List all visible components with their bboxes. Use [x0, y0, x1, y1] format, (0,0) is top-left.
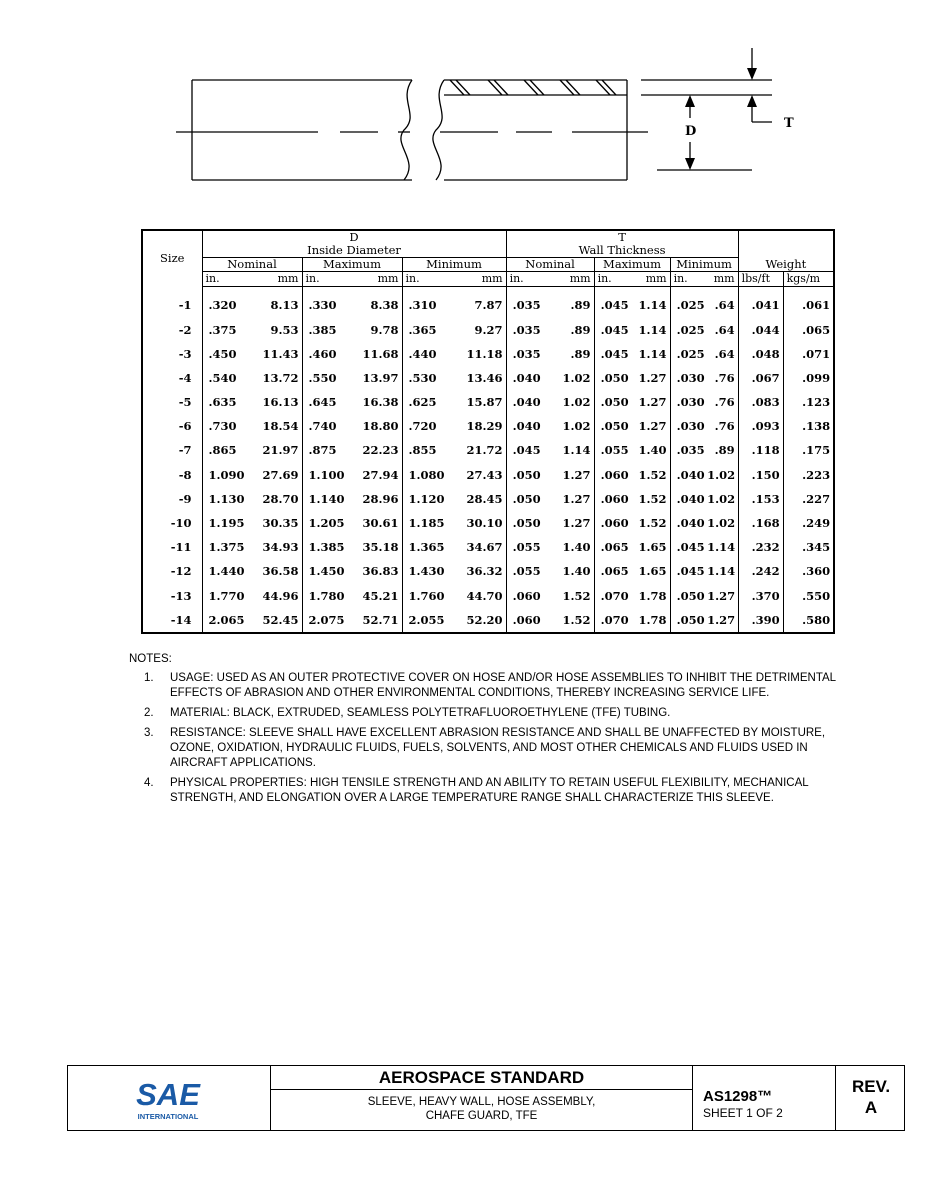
weight-kgs-m-cell: .071 [783, 342, 834, 366]
d-nominal-in-cell: 1.130 [202, 487, 252, 511]
weight-kgs-m-cell: .227 [783, 487, 834, 511]
t-min-in-cell: .030 [670, 366, 704, 390]
d-max-mm-cell: 13.97 [362, 370, 399, 385]
t-max-in-cell: .045 [594, 342, 632, 366]
t-min-in-cell: .050 [670, 584, 704, 608]
size-cell: -8 [178, 467, 192, 482]
d-min-mm-cell: 30.10 [466, 516, 503, 531]
d-min-in-cell: 1.365 [402, 535, 452, 559]
sleeve-drawing [0, 0, 950, 200]
weight-kgs-m-cell: .360 [783, 559, 834, 583]
t-nominal-in-cell: .055 [506, 559, 550, 583]
d-nominal-mm-cell: 13.72 [262, 370, 299, 385]
d-max-mm-cell: 45.21 [362, 588, 399, 603]
t-max-in-cell: .070 [594, 584, 632, 608]
d-min-in-cell: .310 [402, 287, 452, 318]
d-max-in-cell: 1.205 [302, 511, 352, 535]
d-nominal-in-cell: .375 [202, 317, 252, 341]
t-max-mm-cell: 1.14 [638, 298, 667, 313]
d-nominal-mm-cell: 8.13 [270, 298, 299, 313]
unit-mm: mm [704, 272, 738, 287]
unit-lbs-per-ft: lbs/ft [738, 272, 783, 287]
d-nominal-mm-cell: 52.45 [262, 612, 299, 627]
d-min-in-cell: 1.080 [402, 463, 452, 487]
d-nominal-mm-cell: 30.35 [262, 516, 299, 531]
t-min-in-cell: .045 [670, 559, 704, 583]
t-max-mm-cell: 1.27 [638, 395, 667, 410]
t-max-mm-cell: 1.27 [638, 370, 667, 385]
d-max-mm-cell: 18.80 [362, 419, 399, 434]
t-min-in-cell: .035 [670, 438, 704, 462]
table-row [142, 535, 834, 559]
size-cell: -14 [170, 612, 192, 627]
t-max-in-cell: .050 [594, 390, 632, 414]
d-nominal-header: Nominal [202, 258, 302, 272]
d-nominal-in-cell: .635 [202, 390, 252, 414]
size-cell: -3 [178, 346, 192, 361]
weight-lbs-ft-cell: .048 [738, 342, 783, 366]
weight-kgs-m-cell: .065 [783, 317, 834, 341]
d-label: D [685, 124, 697, 139]
d-max-mm-cell: 22.23 [362, 443, 399, 458]
t-min-mm-cell: .64 [714, 298, 735, 313]
weight-kgs-m-cell: .061 [783, 287, 834, 318]
d-nominal-mm-cell: 18.54 [262, 419, 299, 434]
unit-mm: mm [550, 272, 594, 287]
wall-thickness-label: Wall Thickness [578, 243, 666, 257]
d-max-mm-cell: 28.96 [362, 491, 399, 506]
d-max-mm-cell: 27.94 [362, 467, 399, 482]
document-number: AS1298™ [703, 1088, 773, 1105]
d-nominal-mm-cell: 36.58 [262, 564, 299, 579]
weight-lbs-ft-cell: .150 [738, 463, 783, 487]
t-min-mm-cell: .89 [714, 443, 735, 458]
t-max-mm-cell: 1.52 [638, 516, 667, 531]
t-max-in-cell: .065 [594, 535, 632, 559]
unit-in: in. [670, 272, 704, 287]
weight-lbs-ft-cell: .370 [738, 584, 783, 608]
d-min-mm-cell: 27.43 [466, 467, 503, 482]
t-letter: T [618, 230, 626, 244]
t-max-mm-cell: 1.14 [638, 346, 667, 361]
size-cell: -11 [170, 540, 192, 555]
t-min-in-cell: .025 [670, 342, 704, 366]
t-max-in-cell: .045 [594, 287, 632, 318]
d-min-mm-cell: 52.20 [466, 612, 503, 627]
t-nominal-mm-cell: 1.40 [562, 540, 591, 555]
t-max-in-cell: .045 [594, 317, 632, 341]
table-row [142, 438, 834, 462]
t-min-mm-cell: 1.27 [707, 612, 736, 627]
t-min-in-cell: .025 [670, 317, 704, 341]
t-nominal-in-cell: .040 [506, 366, 550, 390]
t-nominal-mm-cell: 1.02 [562, 395, 591, 410]
t-max-mm-cell: 1.52 [638, 467, 667, 482]
t-min-in-cell: .030 [670, 414, 704, 438]
weight-kgs-m-cell: .223 [783, 463, 834, 487]
d-maximum-header: Maximum [302, 258, 402, 272]
document-number-cell [693, 1066, 836, 1130]
note-text: MATERIAL: BLACK, EXTRUDED, SEAMLESS POLYTETRAFLUOROETHYLENE (TFE) TUBING. [170, 707, 671, 719]
logo-mark: SAE [136, 1077, 200, 1112]
size-cell: -10 [170, 516, 192, 531]
t-min-mm-cell: 1.02 [707, 467, 736, 482]
size-cell: -6 [178, 419, 192, 434]
d-min-in-cell: 1.430 [402, 559, 452, 583]
notes-section [129, 652, 849, 811]
d-nominal-mm-cell: 34.93 [262, 540, 299, 555]
weight-kgs-m-cell: .175 [783, 438, 834, 462]
weight-kgs-m-cell: .550 [783, 584, 834, 608]
t-min-in-cell: .040 [670, 487, 704, 511]
t-nominal-mm-cell: 1.02 [562, 419, 591, 434]
weight-kgs-m-cell: .099 [783, 366, 834, 390]
d-min-in-cell: .365 [402, 317, 452, 341]
t-maximum-header: Maximum [594, 258, 670, 272]
table-row [142, 317, 834, 341]
t-nominal-mm-cell: .89 [570, 346, 591, 361]
table-row [142, 608, 834, 633]
inside-diameter-label: Inside Diameter [307, 243, 401, 257]
t-max-in-cell: .070 [594, 608, 632, 633]
weight-kgs-m-cell: .138 [783, 414, 834, 438]
t-min-in-cell: .030 [670, 390, 704, 414]
t-min-mm-cell: 1.14 [707, 540, 736, 555]
d-min-mm-cell: 9.27 [474, 322, 503, 337]
description-line: CHAFE GUARD, TFE [425, 1110, 538, 1122]
d-min-mm-cell: 34.67 [466, 540, 503, 555]
d-min-in-cell: 2.055 [402, 608, 452, 633]
title-block [67, 1065, 905, 1131]
logo-cell [68, 1066, 271, 1130]
d-max-mm-cell: 52.71 [362, 612, 399, 627]
t-nominal-in-cell: .050 [506, 463, 550, 487]
d-min-in-cell: .855 [402, 438, 452, 462]
note-text: PHYSICAL PROPERTIES: HIGH TENSILE STRENGTH AND AN ABILITY TO RETAIN USEFUL FLEXIBILITY, MECHANICAL STRENGTH, AND ELONGATION OVER A LARGE TEMPERATURE RANGE SHALL CHARACTERIZE THIS SLEEVE. [170, 777, 809, 804]
d-max-in-cell: 1.385 [302, 535, 352, 559]
d-max-in-cell: .740 [302, 414, 352, 438]
notes-title: NOTES: [129, 653, 172, 665]
d-nominal-in-cell: .865 [202, 438, 252, 462]
t-max-in-cell: .050 [594, 414, 632, 438]
d-max-mm-cell: 11.68 [362, 346, 399, 361]
t-max-mm-cell: 1.27 [638, 419, 667, 434]
t-nominal-in-cell: .035 [506, 342, 550, 366]
t-min-mm-cell: .76 [714, 370, 735, 385]
unit-in: in. [506, 272, 550, 287]
d-nominal-in-cell: .540 [202, 366, 252, 390]
t-nominal-header: Nominal [506, 258, 594, 272]
t-nominal-mm-cell: 1.02 [562, 370, 591, 385]
standard-title: AEROSPACE STANDARD [271, 1066, 692, 1090]
note-number: 4. [144, 777, 154, 789]
weight-lbs-ft-cell: .232 [738, 535, 783, 559]
size-cell: -12 [170, 564, 192, 579]
d-max-in-cell: .385 [302, 317, 352, 341]
d-letter: D [349, 230, 359, 244]
t-nominal-mm-cell: 1.40 [562, 564, 591, 579]
wall-thickness-header [506, 230, 738, 258]
d-min-mm-cell: 7.87 [474, 298, 503, 313]
t-min-mm-cell: .76 [714, 395, 735, 410]
d-nominal-in-cell: .450 [202, 342, 252, 366]
t-min-in-cell: .040 [670, 463, 704, 487]
d-max-in-cell: .645 [302, 390, 352, 414]
t-max-mm-cell: 1.78 [638, 588, 667, 603]
d-min-in-cell: .440 [402, 342, 452, 366]
t-max-mm-cell: 1.52 [638, 491, 667, 506]
t-min-in-cell: .025 [670, 287, 704, 318]
d-nominal-mm-cell: 16.13 [262, 395, 299, 410]
note-4 [129, 776, 849, 806]
t-nominal-in-cell: .055 [506, 535, 550, 559]
document-description [271, 1095, 692, 1123]
t-min-mm-cell: .76 [714, 419, 735, 434]
d-nominal-mm-cell: 27.69 [262, 467, 299, 482]
note-2 [129, 706, 849, 721]
t-max-in-cell: .065 [594, 559, 632, 583]
weight-lbs-ft-cell: .118 [738, 438, 783, 462]
size-cell: -13 [170, 588, 192, 603]
dimension-table [141, 229, 835, 634]
t-min-in-cell: .050 [670, 608, 704, 633]
d-min-mm-cell: 21.72 [466, 443, 503, 458]
sheet-number: SHEET 1 OF 2 [703, 1106, 783, 1120]
table-body [142, 287, 834, 634]
d-min-mm-cell: 28.45 [466, 491, 503, 506]
t-min-mm-cell: 1.02 [707, 491, 736, 506]
t-max-mm-cell: 1.40 [638, 443, 667, 458]
note-1 [129, 671, 849, 701]
weight-lbs-ft-cell: .044 [738, 317, 783, 341]
unit-mm: mm [632, 272, 670, 287]
d-max-mm-cell: 16.38 [362, 395, 399, 410]
d-max-mm-cell: 36.83 [362, 564, 399, 579]
unit-mm: mm [352, 272, 402, 287]
revision-cell [836, 1066, 906, 1130]
d-max-in-cell: 1.450 [302, 559, 352, 583]
d-max-in-cell: .460 [302, 342, 352, 366]
d-max-in-cell: 2.075 [302, 608, 352, 633]
note-number: 2. [144, 707, 154, 719]
t-nominal-in-cell: .040 [506, 390, 550, 414]
d-nominal-mm-cell: 44.96 [262, 588, 299, 603]
t-nominal-mm-cell: 1.14 [562, 443, 591, 458]
d-nominal-in-cell: 1.440 [202, 559, 252, 583]
d-min-mm-cell: 13.46 [466, 370, 503, 385]
d-max-in-cell: .330 [302, 287, 352, 318]
t-nominal-in-cell: .060 [506, 584, 550, 608]
weight-lbs-ft-cell: .168 [738, 511, 783, 535]
sae-logo [134, 1075, 204, 1123]
t-nominal-in-cell: .035 [506, 317, 550, 341]
t-min-mm-cell: .64 [714, 322, 735, 337]
table-row [142, 511, 834, 535]
t-nominal-mm-cell: 1.52 [562, 612, 591, 627]
unit-mm: mm [452, 272, 506, 287]
table-row [142, 287, 834, 318]
t-nominal-mm-cell: 1.52 [562, 588, 591, 603]
d-nominal-in-cell: .320 [202, 287, 252, 318]
t-nominal-in-cell: .040 [506, 414, 550, 438]
t-max-mm-cell: 1.65 [638, 564, 667, 579]
revision-label: REV. [851, 1077, 891, 1096]
t-max-mm-cell: 1.65 [638, 540, 667, 555]
d-nominal-in-cell: 2.065 [202, 608, 252, 633]
note-text: RESISTANCE: SLEEVE SHALL HAVE EXCELLENT ABRASION RESISTANCE AND SHALL BE UNAFFECTED BY MOISTURE, OZONE, OXIDATION, HYDRAULIC FLUIDS, FUELS, SOLVENTS, AND MOST OTHER CHEMICALS AND FLUIDS USED IN AIRCRAFT APPLICATIONS. [170, 727, 826, 769]
d-nominal-in-cell: .730 [202, 414, 252, 438]
revision-value: A [864, 1098, 878, 1117]
d-nominal-in-cell: 1.375 [202, 535, 252, 559]
size-cell: -2 [178, 322, 192, 337]
note-number: 1. [144, 672, 154, 684]
note-text: USAGE: USED AS AN OUTER PROTECTIVE COVER ON HOSE AND/OR HOSE ASSEMBLIES TO INHIBIT THE DETRIMENTAL EFFECTS OF ABRASION AND OTHER ENVIRONMENTAL CONDITIONS, THEREBY INCREASING SERVICE LIFE. [170, 672, 836, 699]
d-max-in-cell: .550 [302, 366, 352, 390]
weight-lbs-ft-cell: .083 [738, 390, 783, 414]
unit-in: in. [402, 272, 452, 287]
d-max-mm-cell: 9.78 [370, 322, 399, 337]
inside-diameter-header [202, 230, 506, 258]
d-min-in-cell: 1.760 [402, 584, 452, 608]
table-row [142, 463, 834, 487]
weight-lbs-ft-cell: .041 [738, 287, 783, 318]
d-nominal-mm-cell: 9.53 [270, 322, 299, 337]
d-min-in-cell: .530 [402, 366, 452, 390]
size-cell: -7 [178, 443, 192, 458]
size-cell: -4 [178, 370, 192, 385]
d-nominal-in-cell: 1.090 [202, 463, 252, 487]
note-number: 3. [144, 727, 154, 739]
t-min-mm-cell: 1.27 [707, 588, 736, 603]
title-cell [271, 1066, 693, 1130]
description-line: SLEEVE, HEAVY WALL, HOSE ASSEMBLY, [367, 1096, 596, 1108]
d-max-in-cell: 1.140 [302, 487, 352, 511]
unit-in: in. [594, 272, 632, 287]
d-minimum-header: Minimum [402, 258, 506, 272]
t-max-in-cell: .060 [594, 487, 632, 511]
weight-kgs-m-cell: .580 [783, 608, 834, 633]
d-min-mm-cell: 15.87 [466, 395, 503, 410]
weight-header: Weight [738, 230, 834, 272]
d-nominal-mm-cell: 28.70 [262, 491, 299, 506]
d-nominal-mm-cell: 11.43 [262, 346, 299, 361]
t-minimum-header: Minimum [670, 258, 738, 272]
t-nominal-in-cell: .035 [506, 287, 550, 318]
t-nominal-mm-cell: 1.27 [562, 491, 591, 506]
d-max-in-cell: 1.780 [302, 584, 352, 608]
note-3 [129, 726, 849, 771]
weight-lbs-ft-cell: .242 [738, 559, 783, 583]
d-min-mm-cell: 44.70 [466, 588, 503, 603]
table-row [142, 342, 834, 366]
t-nominal-mm-cell: 1.27 [562, 516, 591, 531]
t-nominal-mm-cell: .89 [570, 298, 591, 313]
weight-lbs-ft-cell: .390 [738, 608, 783, 633]
d-min-in-cell: 1.120 [402, 487, 452, 511]
t-min-in-cell: .045 [670, 535, 704, 559]
logo-subtext: INTERNATIONAL [137, 1112, 199, 1121]
d-max-in-cell: .875 [302, 438, 352, 462]
d-nominal-in-cell: 1.770 [202, 584, 252, 608]
d-nominal-mm-cell: 21.97 [262, 443, 299, 458]
t-max-in-cell: .055 [594, 438, 632, 462]
weight-kgs-m-cell: .345 [783, 535, 834, 559]
size-cell: -5 [178, 395, 192, 410]
t-nominal-in-cell: .060 [506, 608, 550, 633]
t-max-mm-cell: 1.78 [638, 612, 667, 627]
d-min-in-cell: .625 [402, 390, 452, 414]
t-nominal-in-cell: .050 [506, 487, 550, 511]
t-nominal-mm-cell: .89 [570, 322, 591, 337]
unit-in: in. [202, 272, 252, 287]
unit-mm: mm [252, 272, 302, 287]
table-row [142, 584, 834, 608]
t-label: T [784, 116, 794, 131]
d-max-mm-cell: 35.18 [362, 540, 399, 555]
weight-lbs-ft-cell: .153 [738, 487, 783, 511]
t-max-mm-cell: 1.14 [638, 322, 667, 337]
t-max-in-cell: .060 [594, 511, 632, 535]
table-row [142, 390, 834, 414]
d-nominal-in-cell: 1.195 [202, 511, 252, 535]
t-max-in-cell: .060 [594, 463, 632, 487]
d-max-mm-cell: 8.38 [370, 298, 399, 313]
weight-kgs-m-cell: .249 [783, 511, 834, 535]
t-nominal-mm-cell: 1.27 [562, 467, 591, 482]
weight-kgs-m-cell: .123 [783, 390, 834, 414]
size-header: Size [160, 251, 185, 266]
d-max-in-cell: 1.100 [302, 463, 352, 487]
t-nominal-in-cell: .050 [506, 511, 550, 535]
d-max-mm-cell: 30.61 [362, 516, 399, 531]
d-min-in-cell: .720 [402, 414, 452, 438]
d-min-in-cell: 1.185 [402, 511, 452, 535]
unit-in: in. [302, 272, 352, 287]
size-cell: -9 [178, 491, 192, 506]
t-max-in-cell: .050 [594, 366, 632, 390]
table-row [142, 487, 834, 511]
table-row [142, 366, 834, 390]
table-row [142, 414, 834, 438]
d-min-mm-cell: 18.29 [466, 419, 503, 434]
weight-lbs-ft-cell: .067 [738, 366, 783, 390]
t-min-mm-cell: 1.02 [707, 516, 736, 531]
d-min-mm-cell: 36.32 [466, 564, 503, 579]
t-min-mm-cell: .64 [714, 346, 735, 361]
unit-kgs-per-m: kgs/m [783, 272, 834, 287]
t-nominal-in-cell: .045 [506, 438, 550, 462]
t-min-mm-cell: 1.14 [707, 564, 736, 579]
table-row [142, 559, 834, 583]
t-min-in-cell: .040 [670, 511, 704, 535]
weight-lbs-ft-cell: .093 [738, 414, 783, 438]
d-min-mm-cell: 11.18 [466, 346, 503, 361]
size-cell: -1 [178, 297, 192, 312]
